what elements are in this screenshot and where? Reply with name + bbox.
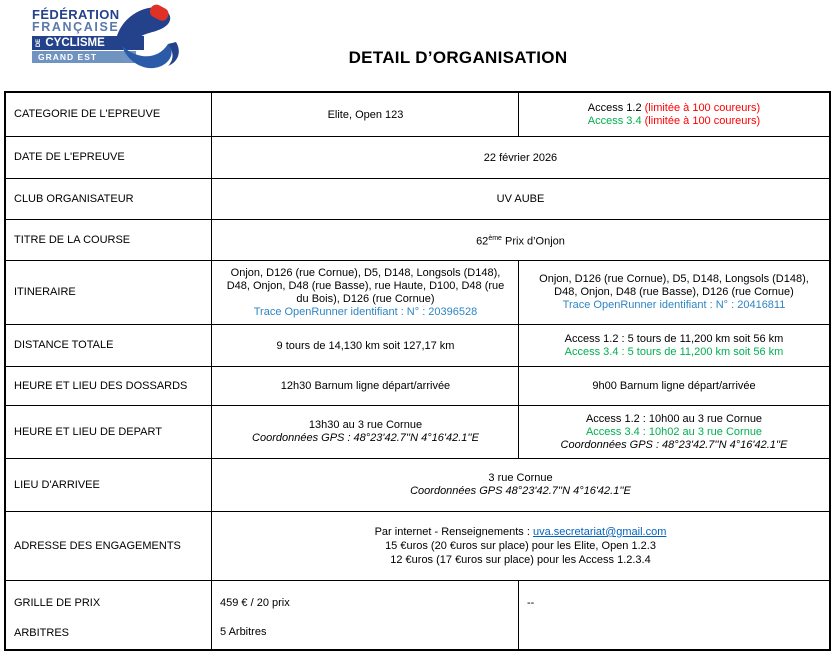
engagements-value (212, 512, 829, 580)
table-row-club (6, 178, 829, 219)
table-row-date (6, 136, 829, 178)
grille-arbitres-values (212, 581, 519, 649)
depart-label: HEURE ET LIEU DE DEPART (6, 406, 212, 458)
grille-arbitres-labels (6, 581, 212, 649)
arbitres-label: ARBITRES (14, 627, 70, 639)
grille-value: 459 € / 20 prix (220, 597, 290, 609)
access12-limit-note: (limitée à 100 coureurs) (644, 101, 761, 114)
distance-col2 (518, 325, 829, 366)
date-value: 22 février 2026 (483, 151, 558, 164)
dossards-col2: 9h00 Barnum ligne départ/arrivée (518, 367, 829, 405)
dossards-col1: 12h30 Barnum ligne départ/arrivée (280, 380, 451, 392)
table-row-dossards (6, 366, 829, 405)
table-row-depart (6, 405, 829, 458)
distance-label: DISTANCE TOTALE (6, 325, 212, 366)
table-row-arrivee (6, 458, 829, 511)
access34-limit-note: (limitée à 100 coureurs) (644, 114, 761, 127)
table-row-itineraire (6, 260, 829, 324)
logo-region-band: GRAND EST (32, 51, 136, 63)
categorie-value: Elite, Open 123 (327, 108, 404, 121)
engagements-line1: Par internet - Renseignements : uva.secretariat@gmail.com (374, 526, 667, 538)
depart-col2 (518, 406, 829, 458)
club-label: CLUB ORGANISATEUR (6, 179, 212, 219)
titre-value: 62ème Prix d’Onjon (476, 234, 565, 248)
club-value: UV AUBE (496, 193, 545, 205)
engagements-line3: 12 €uros (17 €uros sur place) pour les Access 1.2.3.4 (390, 554, 651, 566)
table-row-engagements (6, 511, 829, 580)
arrivee-gps: Coordonnées GPS 48°23'42.7''N 4°16'42.1''E (410, 485, 631, 497)
grille-right-cell: -- (518, 581, 829, 649)
logo-cyclisme-label: CYCLISME (45, 37, 105, 49)
logo-francaise-label: FRANÇAISE (32, 20, 120, 34)
logo-de-label: DE (36, 38, 43, 48)
grille-label: GRILLE DE PRIX (14, 597, 101, 609)
access34-line: Access 3.4 (limitée à 100 coureurs) (587, 114, 761, 127)
table-row-categorie (6, 93, 829, 136)
distance-access34: Access 3.4 : 5 tours de 11,200 km soit 56 km (564, 345, 784, 358)
titre-superscript: ème (488, 234, 502, 242)
distance-access12: Access 1.2 : 5 tours de 11,200 km soit 56 km (564, 332, 784, 345)
depart-access34: Access 3.4 : 10h02 au 3 rue Cornue (585, 425, 763, 438)
logo-federation-label: FÉDÉRATION (32, 7, 120, 22)
engagements-line2: 15 €uros (20 €uros sur place) pour les Elite, Open 1.2.3 (385, 540, 656, 552)
engagements-label: ADRESSE DES ENGAGEMENTS (6, 512, 212, 580)
table-row-grille-arbitres (6, 580, 829, 649)
page-title: DETAIL D’ORGANISATION (348, 48, 568, 67)
categorie-access-cell (518, 93, 829, 136)
organisation-table (4, 91, 831, 651)
depart-col1 (212, 406, 519, 458)
arrivee-value (212, 459, 829, 511)
arrivee-place: 3 rue Cornue (488, 472, 553, 484)
depart-time-place: 13h30 au 3 rue Cornue (308, 419, 423, 431)
itineraire-col2 (518, 261, 829, 324)
titre-label: TITRE DE LA COURSE (6, 220, 212, 260)
itineraire-col1 (212, 261, 519, 324)
depart-gps-2: Coordonnées GPS : 48°23'42.7''N 4°16'42.1''E (560, 438, 788, 451)
openrunner-trace-2: Trace OpenRunner identifiant : N° : 20416811 (562, 299, 786, 311)
date-label: DATE DE L'EPREUVE (6, 137, 212, 178)
dossards-label: HEURE ET LIEU DES DOSSARDS (6, 367, 212, 405)
table-row-titre (6, 219, 829, 260)
table-row-distance (6, 324, 829, 366)
arbitres-value: 5 Arbitres (220, 626, 267, 638)
itineraire-route-2: Onjon, D126 (rue Cornue), D5, D148, Longsols (D148), D48, Onjon, D48 (rue Basse), D126 (rue Cornue) (539, 273, 809, 298)
depart-gps-1: Coordonnées GPS : 48°23'42.7''N 4°16'42.1''E (252, 432, 479, 444)
arrivee-label: LIEU D'ARRIVEE (6, 459, 212, 511)
access12-line: Access 1.2 (limitée à 100 coureurs) (587, 101, 761, 114)
categorie-label: CATEGORIE DE L'EPREUVE (6, 93, 212, 136)
itineraire-route-1: Onjon, D126 (rue Cornue), D5, D148, Longsols (D148), D48, Onjon, D48 (rue Basse), rue Haute, D100, D48 (rue du Bois), D126 (rue Cornue) (226, 266, 505, 305)
itineraire-label: ITINERAIRE (6, 261, 212, 324)
secretariat-email-link[interactable]: uva.secretariat@gmail.com (532, 526, 667, 538)
openrunner-trace-1: Trace OpenRunner identifiant : N° : 20396528 (253, 305, 478, 318)
depart-access12: Access 1.2 : 10h00 au 3 rue Cornue (585, 412, 763, 425)
distance-col1: 9 tours de 14,130 km soit 127,17 km (276, 339, 455, 352)
